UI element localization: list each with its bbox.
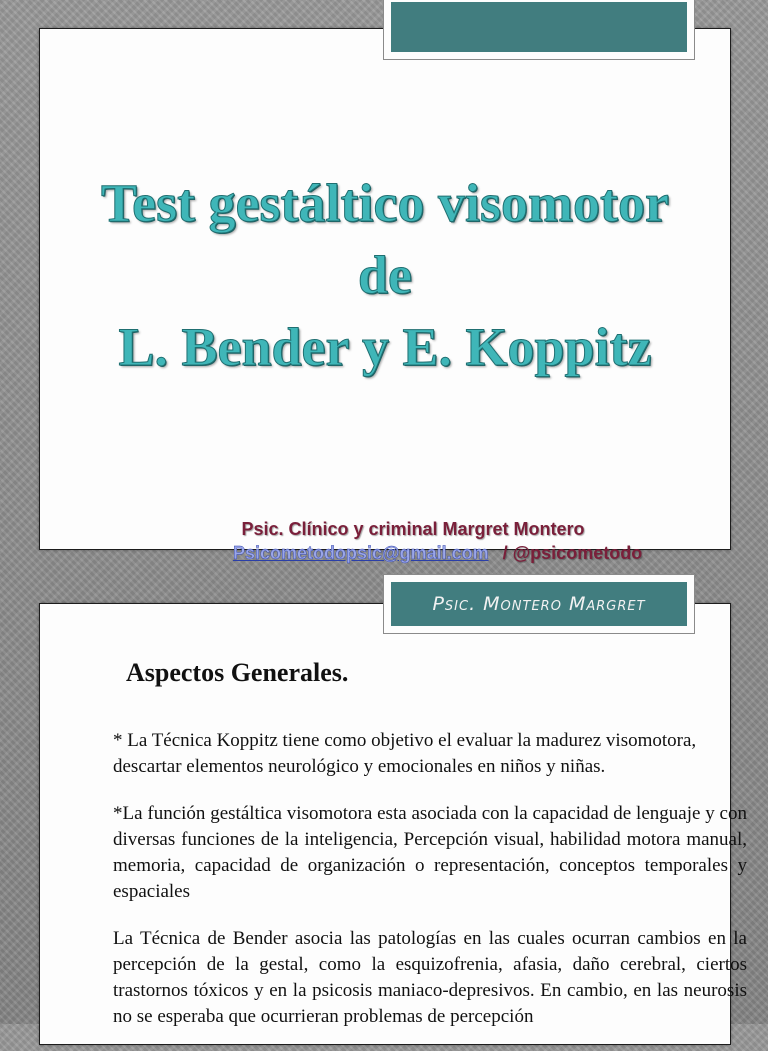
content-slide: [0, 576, 768, 1027]
title-line-1: Test gestáltico visomotor: [101, 173, 669, 233]
presentation-title: [40, 167, 730, 383]
section-title: Aspectos Generales.: [126, 658, 349, 687]
slide-frame: [39, 28, 731, 563]
slide-frame: [39, 603, 747, 1045]
paragraph-3: La Técnica de Bender asocia las patologías en las cuales ocurran cambios en la percepción de la gestal, como la esquizofrenia, afasia, daño cerebral, ciertos trastornos tóxicos y en la psicosis maniaco-depresivos. En cambio, en las neurosis no se esperaba que ocurrieran problemas de percepción: [113, 928, 747, 1027]
header-tab: [383, 574, 695, 634]
header-tab-label: Psic. Montero Margret: [432, 593, 646, 615]
author-line: [40, 519, 730, 540]
body-text: [113, 728, 747, 1051]
contact-line: [233, 543, 642, 564]
header-tab: [383, 0, 695, 60]
header-tab-fill: [391, 2, 687, 52]
title-line-2: de: [358, 245, 412, 305]
social-handle: / @psicometodo: [502, 543, 643, 563]
paragraph-2: *La función gestáltica visomotora esta asociada con la capacidad de lenguaje y con diversas funciones de la inteligencia, Percepción visual, habilidad motora manual, memoria, capacidad de organización o representación, conceptos temporales y espaciales: [113, 803, 747, 902]
title-line-3: L. Bender y E. Koppitz: [118, 317, 652, 377]
author-name: Psic. Clínico y criminal Margret Montero: [241, 519, 585, 539]
paragraph-1: * La Técnica Koppitz tiene como objetivo el evaluar la madurez visomotora, descartar elementos neurológico y emocionales en niños y niñas.: [113, 730, 697, 777]
header-tab-fill: [391, 582, 687, 626]
email-link[interactable]: Psicometodopsic@gmail.com: [233, 543, 489, 563]
